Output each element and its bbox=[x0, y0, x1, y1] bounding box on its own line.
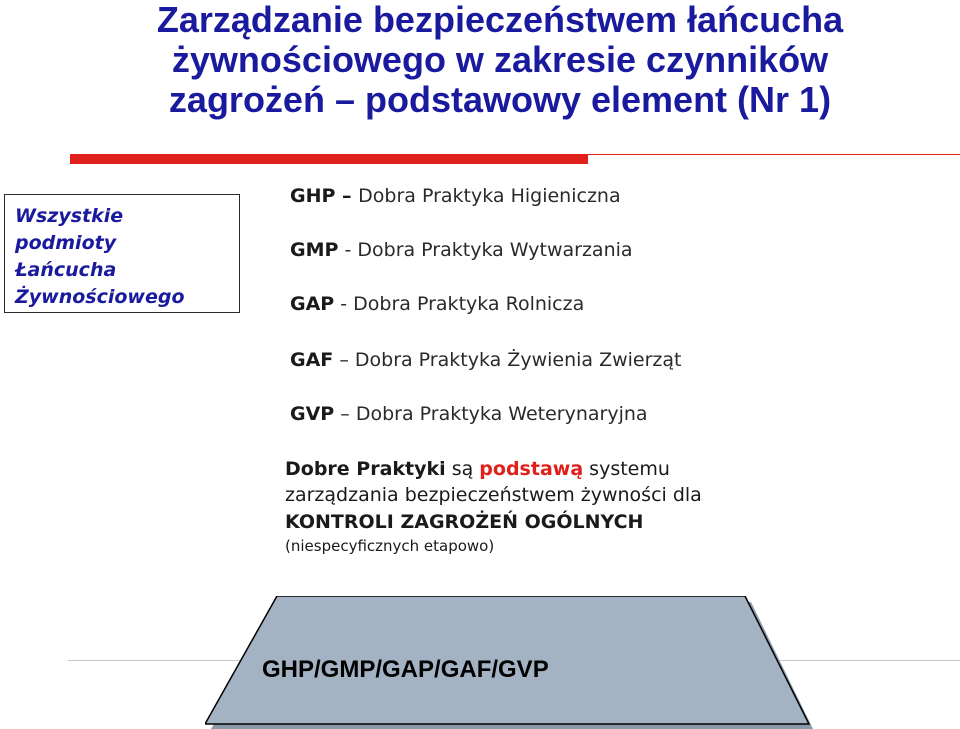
practice-name: Dobra Praktyka Higieniczna bbox=[358, 185, 621, 207]
title-line-3: zagrożeń – podstawowy element (Nr 1) bbox=[168, 79, 832, 120]
practice-code: GMP bbox=[290, 239, 339, 261]
title-divider-bar bbox=[70, 154, 588, 164]
practice-name: Dobra Praktyka Rolnicza bbox=[353, 293, 585, 315]
summary-line-4: (niespecyficznych etapowo) bbox=[285, 537, 495, 555]
summary-lead: Dobre Praktyki bbox=[285, 458, 446, 480]
title-line-2: żywnościowego w zakresie czynników bbox=[171, 39, 829, 80]
practice-separator: – bbox=[333, 349, 355, 371]
page-title bbox=[0, 0, 960, 120]
practice-name: Dobra Praktyka Wytwarzania bbox=[357, 239, 633, 261]
practice-separator: – bbox=[335, 185, 359, 207]
summary-text-1: są bbox=[445, 458, 480, 480]
summary-line-3: KONTROLI ZAGROŻEŃ OGÓLNYCH bbox=[285, 511, 644, 533]
summary-line-1 bbox=[285, 456, 945, 482]
scope-line-2: podmioty bbox=[15, 232, 117, 254]
practice-gmp bbox=[290, 238, 633, 262]
practice-code: GAF bbox=[290, 349, 334, 371]
practice-name: Dobra Praktyka Weterynaryjna bbox=[355, 403, 648, 425]
practice-code: GHP bbox=[290, 185, 336, 207]
scope-line-3: Łańcucha bbox=[15, 259, 117, 281]
title-line-1: Zarządzanie bezpieczeństwem łańcucha bbox=[156, 0, 844, 40]
practice-code: GVP bbox=[290, 403, 335, 425]
practice-gaf bbox=[290, 348, 681, 372]
practice-code: GAP bbox=[290, 293, 335, 315]
scope-box bbox=[4, 194, 240, 313]
practice-gap bbox=[290, 292, 584, 316]
summary-text-2: systemu bbox=[583, 458, 670, 480]
summary-text bbox=[285, 456, 945, 556]
practice-separator: - bbox=[334, 293, 354, 315]
summary-line-2: zarządzania bezpieczeństwem żywności dla bbox=[285, 484, 702, 506]
scope-line-1: Wszystkie bbox=[15, 205, 124, 227]
practice-gvp bbox=[290, 402, 648, 426]
base-label: GHP/GMP/GAP/GAF/GVP bbox=[262, 656, 549, 683]
practice-separator: - bbox=[338, 239, 358, 261]
practice-separator: – bbox=[334, 403, 356, 425]
practice-ghp bbox=[290, 184, 621, 208]
practice-name: Dobra Praktyka Żywienia Zwierząt bbox=[354, 349, 682, 371]
summary-highlight: podstawą bbox=[479, 458, 584, 480]
scope-line-4: Żywnościowego bbox=[15, 286, 185, 308]
